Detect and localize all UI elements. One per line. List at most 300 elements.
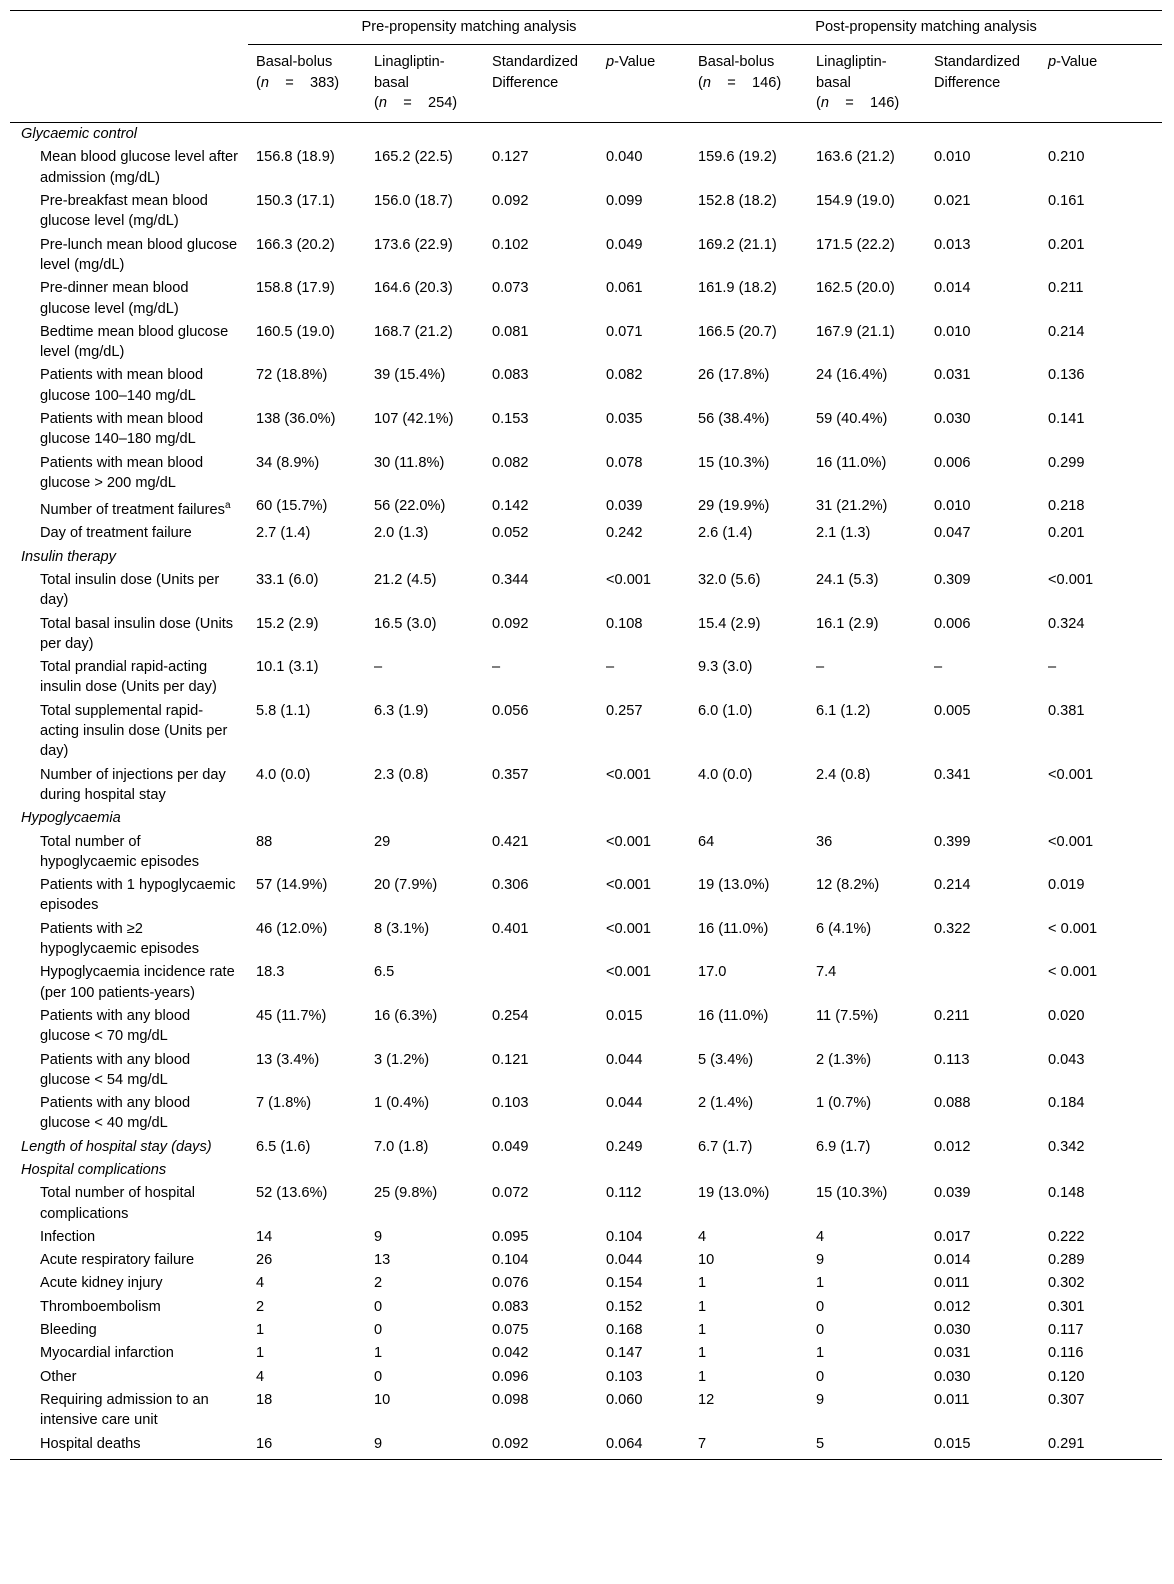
row-label: Total number of hospital complications — [40, 1185, 195, 1222]
row-label: Day of treatment failure — [40, 525, 192, 542]
results-table — [10, 10, 1162, 1460]
table-row — [10, 1049, 1162, 1093]
cell-value: 0.071 — [606, 323, 643, 340]
column-header-3: p-Value — [598, 45, 690, 123]
cell-value: 0.136 — [1048, 367, 1085, 384]
cell-value: 156.8 (18.9) — [256, 149, 335, 166]
cell-value: 160.5 (19.0) — [256, 323, 335, 340]
table-row — [10, 1342, 1162, 1365]
cell-value: 0.154 — [606, 1275, 643, 1292]
cell-value: 2 (1.3%) — [816, 1051, 872, 1068]
row-label: Number of treatment failures$^a$ — [40, 500, 231, 519]
table-row — [10, 146, 1162, 190]
row-label: Patients with mean blood glucose 100–140 mg/dL — [40, 367, 204, 404]
cell-value: 5 — [808, 1433, 926, 1460]
column-header-1: Linagliptin-basal (n = 254) — [366, 45, 484, 123]
cell-value: 164.6 (20.3) — [374, 280, 453, 297]
cell-value: 0.161 — [1048, 193, 1085, 210]
table-row — [10, 495, 1162, 522]
cell-value: 3 (1.2%) — [374, 1051, 430, 1068]
cell-value: 0.121 — [492, 1051, 529, 1068]
cell-value: 0.098 — [492, 1391, 529, 1408]
row-label: Total basal insulin dose (Units per day) — [40, 615, 234, 652]
cell-value: 0.399 — [934, 833, 971, 850]
row-label: Patients with any blood glucose < 70 mg/dL — [40, 1007, 191, 1045]
cell-value: 156.0 (18.7) — [374, 193, 453, 210]
cell-value: 163.6 (21.2) — [816, 149, 895, 166]
cell-value: 0.030 — [934, 411, 971, 428]
cell-value: 19 (13.0%) — [698, 877, 770, 894]
cell-value: 15.2 (2.9) — [256, 615, 319, 632]
cell-value: 16 (11.0%) — [698, 1007, 769, 1024]
cell-value: 0.044 — [606, 1051, 643, 1068]
cell-value: 30 (11.8%) — [374, 454, 445, 471]
cell-value: 0.344 — [492, 571, 529, 588]
cell-value: 0.088 — [934, 1095, 971, 1112]
cell-value: 52 (13.6%) — [256, 1185, 328, 1202]
cell-value: 20 (7.9%) — [374, 877, 438, 894]
cell-value: – — [1048, 659, 1057, 676]
cell-value: 12 — [698, 1391, 715, 1408]
cell-value: 0.043 — [1048, 1051, 1085, 1068]
cell-value: 0.301 — [1048, 1298, 1085, 1315]
column-header-0: Basal-bolus (n = 383) — [248, 45, 366, 123]
results-table-container — [10, 10, 1162, 1460]
cell-value: 16 (6.3%) — [374, 1007, 438, 1024]
table-row — [10, 1182, 1162, 1226]
cell-value: 0.005 — [934, 702, 971, 719]
cell-value: 0 — [374, 1322, 383, 1339]
cell-value: 0.021 — [934, 193, 971, 210]
cell-value: 6.0 (1.0) — [698, 702, 753, 719]
cell-value: 4.0 (0.0) — [256, 766, 311, 783]
cell-value: 24 (16.4%) — [816, 367, 888, 384]
cell-value — [926, 961, 1040, 1005]
cell-value: 64 — [698, 833, 715, 850]
row-label: Pre-breakfast mean blood glucose level (mg/dL) — [40, 193, 208, 230]
cell-value: 0.083 — [492, 1298, 529, 1315]
cell-value: – — [816, 659, 825, 676]
section-row — [10, 807, 1162, 830]
cell-value: 0 — [816, 1322, 825, 1339]
cell-value: 0 — [374, 1298, 383, 1315]
cell-value: 88 — [256, 833, 273, 850]
cell-value: 0.214 — [1048, 323, 1085, 340]
column-header-label — [10, 45, 248, 123]
cell-value: 0.142 — [492, 498, 529, 515]
section-label: Glycaemic control — [21, 126, 137, 143]
cell-value: 0.168 — [606, 1322, 643, 1339]
row-label: Pre-lunch mean blood glucose level (mg/dL) — [40, 236, 238, 273]
cell-value: 0.322 — [934, 920, 971, 937]
cell-value: 18 — [256, 1391, 273, 1408]
table-row — [10, 1433, 1162, 1460]
cell-value: 0.117 — [1048, 1322, 1084, 1339]
table-row — [10, 1226, 1162, 1249]
row-label: Total insulin dose (Units per day) — [40, 571, 220, 609]
cell-value: 0.047 — [934, 525, 971, 542]
table-row — [10, 613, 1162, 657]
cell-value: 15.4 (2.9) — [698, 615, 761, 632]
table-row — [10, 234, 1162, 278]
cell-value: 0.148 — [1048, 1185, 1085, 1202]
cell-value: 6 (4.1%) — [816, 920, 872, 937]
row-label: Acute kidney injury — [40, 1275, 163, 1292]
cell-value: 0.342 — [1048, 1138, 1085, 1155]
row-label: Hospital deaths — [10, 1433, 248, 1460]
section-row — [10, 1136, 1162, 1159]
cell-value: 0.044 — [606, 1095, 643, 1112]
cell-value: 15 (10.3%) — [698, 454, 770, 471]
row-label: Hypoglycaemia incidence rate (per 100 patients-years) — [40, 964, 235, 1001]
cell-value: 166.3 (20.2) — [256, 236, 335, 253]
table-row — [10, 918, 1162, 962]
cell-value: 162.5 (20.0) — [816, 280, 895, 297]
cell-value: 0.357 — [492, 766, 529, 783]
cell-value: 9 — [366, 1433, 484, 1460]
cell-value: 16.5 (3.0) — [374, 615, 437, 632]
row-label: Patients with mean blood glucose > 200 mg/dL — [40, 454, 204, 491]
cell-value: 2.6 (1.4) — [698, 525, 753, 542]
cell-value: 0.042 — [492, 1345, 529, 1362]
table-row — [10, 190, 1162, 234]
cell-value: 9 — [816, 1391, 825, 1408]
cell-value: 0.049 — [606, 236, 643, 253]
cell-value: 0.289 — [1048, 1252, 1085, 1269]
row-label: Pre-dinner mean blood glucose level (mg/dL) — [40, 280, 189, 317]
cell-value: < 0.001 — [1048, 920, 1098, 937]
cell-value: 0 — [374, 1368, 383, 1385]
cell-value: 7.4 — [816, 964, 837, 981]
cell-value: 5 (3.4%) — [698, 1051, 754, 1068]
cell-value: 0.030 — [934, 1368, 971, 1385]
cell-value: 6.3 (1.9) — [374, 702, 429, 719]
cell-value: 0.014 — [934, 1252, 971, 1269]
row-label: Number of injections per day during hospital stay — [40, 766, 226, 803]
cell-value: 107 (42.1%) — [374, 411, 454, 428]
cell-value: 0.108 — [606, 615, 643, 632]
cell-value: 0.031 — [934, 1345, 971, 1362]
table-row — [10, 522, 1162, 545]
row-label: Total number of hypoglycaemic episodes — [40, 833, 199, 870]
cell-value: 1 — [816, 1345, 825, 1362]
cell-value: 1 — [698, 1368, 707, 1385]
cell-value: 150.3 (17.1) — [256, 193, 335, 210]
cell-value: 1 — [698, 1322, 707, 1339]
cell-value: 1 — [374, 1345, 383, 1362]
cell-value: 56 (22.0%) — [374, 498, 446, 515]
cell-value: 0.381 — [1048, 702, 1085, 719]
table-row — [10, 961, 1162, 1005]
cell-value: 2.1 (1.3) — [816, 525, 871, 542]
cell-value: 0.249 — [606, 1138, 643, 1155]
cell-value: 57 (14.9%) — [256, 877, 328, 894]
cell-value: 11 (7.5%) — [816, 1007, 879, 1024]
table-row — [10, 656, 1162, 700]
cell-value: 2.7 (1.4) — [256, 525, 311, 542]
cell-value: 0.211 — [1048, 280, 1084, 297]
cell-value: 46 (12.0%) — [256, 920, 328, 937]
cell-value: 0.307 — [1048, 1391, 1085, 1408]
cell-value: 13 (3.4%) — [256, 1051, 320, 1068]
cell-value: <0.001 — [606, 833, 652, 850]
cell-value: 159.6 (19.2) — [698, 149, 777, 166]
cell-value: 72 (18.8%) — [256, 367, 328, 384]
cell-value: 0.082 — [492, 454, 529, 471]
cell-value: 7.0 (1.8) — [374, 1138, 429, 1155]
cell-value: 165.2 (22.5) — [374, 149, 453, 166]
cell-value: 0.039 — [934, 1185, 971, 1202]
cell-value: 4 — [816, 1228, 825, 1245]
row-label: Total supplemental rapid-acting insulin dose (Units per day) — [40, 702, 228, 760]
row-label: Patients with any blood glucose < 54 mg/dL — [40, 1051, 191, 1088]
cell-value: 1 — [816, 1275, 825, 1292]
cell-value: 13 — [374, 1252, 391, 1269]
column-header-7: p-Value — [1040, 45, 1162, 123]
cell-value: 0.211 — [934, 1007, 970, 1024]
cell-value: 0.092 — [492, 193, 529, 210]
cell-value: 16 — [248, 1433, 366, 1460]
cell-value: 0.010 — [934, 323, 971, 340]
cell-value: 0.324 — [1048, 615, 1085, 632]
cell-value: 138 (36.0%) — [256, 411, 336, 428]
cell-value: 0.401 — [492, 920, 529, 937]
cell-value: 167.9 (21.1) — [816, 323, 895, 340]
cell-value: 29 — [374, 833, 391, 850]
cell-value: 0.078 — [606, 454, 643, 471]
cell-value: 0.421 — [492, 833, 529, 850]
cell-value: 4 — [256, 1368, 265, 1385]
row-label: Patients with any blood glucose < 40 mg/dL — [40, 1095, 191, 1132]
cell-value: 0.064 — [598, 1433, 690, 1460]
cell-value: 0.012 — [934, 1138, 971, 1155]
cell-value: 0.044 — [606, 1252, 643, 1269]
group-header-pre: Pre-propensity matching analysis — [248, 11, 690, 45]
cell-value: 0 — [816, 1298, 825, 1315]
cell-value: – — [374, 659, 383, 676]
cell-value: 0.341 — [934, 766, 971, 783]
group-header-row — [10, 11, 1162, 45]
cell-value: 0.019 — [1048, 877, 1085, 894]
cell-value: 0.222 — [1048, 1228, 1085, 1245]
row-label: Patients with mean blood glucose 140–180 mg/dL — [40, 411, 204, 448]
cell-value: 45 (11.7%) — [256, 1007, 327, 1024]
row-label: Thromboembolism — [40, 1298, 161, 1315]
cell-value: <0.001 — [1048, 766, 1094, 783]
cell-value: 0.306 — [492, 877, 529, 894]
cell-value: 2.0 (1.3) — [374, 525, 429, 542]
cell-value: 0.017 — [934, 1228, 971, 1245]
cell-value: 0.103 — [606, 1368, 643, 1385]
cell-value: 0.116 — [1048, 1345, 1084, 1362]
section-label: Hypoglycaemia — [21, 810, 121, 827]
cell-value: 0.254 — [492, 1007, 529, 1024]
cell-value: 1 — [698, 1275, 707, 1292]
cell-value: 0 — [816, 1368, 825, 1385]
cell-value: 6.9 (1.7) — [816, 1138, 871, 1155]
cell-value: 0.010 — [934, 498, 971, 515]
cell-value: 16.1 (2.9) — [816, 615, 879, 632]
cell-value: 0.210 — [1048, 149, 1085, 166]
row-label: Mean blood glucose level after admission (mg/dL) — [40, 149, 238, 186]
row-label: Total prandial rapid-acting insulin dose (Units per day) — [40, 659, 217, 696]
cell-value: 6.5 (1.6) — [256, 1138, 311, 1155]
cell-value: 0.010 — [934, 149, 971, 166]
cell-value: 7 (1.8%) — [256, 1095, 312, 1112]
cell-value: 10 — [374, 1391, 391, 1408]
cell-value: 9 — [374, 1228, 383, 1245]
cell-value: – — [492, 659, 501, 676]
cell-value: 0.104 — [492, 1252, 529, 1269]
cell-value: 25 (9.8%) — [374, 1185, 438, 1202]
cell-value: 4 — [256, 1275, 265, 1292]
cell-value: 36 — [816, 833, 833, 850]
section-label: Hospital complications — [21, 1162, 167, 1178]
cell-value: 1 — [256, 1345, 265, 1362]
cell-value: 0.056 — [492, 702, 529, 719]
cell-value: 1 — [256, 1322, 265, 1339]
table-row — [10, 1092, 1162, 1136]
table-row — [10, 1005, 1162, 1049]
cell-value: 0.006 — [934, 454, 971, 471]
cell-value: 1 (0.7%) — [816, 1095, 872, 1112]
cell-value: 56 (38.4%) — [698, 411, 770, 428]
section-label: Insulin therapy — [21, 548, 116, 565]
row-label: Infection — [40, 1228, 96, 1245]
cell-value: 0.141 — [1048, 411, 1085, 428]
cell-value: 0.309 — [934, 571, 971, 588]
table-row — [10, 1296, 1162, 1319]
footnote-marker: a — [224, 500, 231, 512]
cell-value: 0.096 — [492, 1368, 529, 1385]
table-body — [10, 123, 1162, 1460]
cell-value: 0.083 — [492, 367, 529, 384]
cell-value: 6.7 (1.7) — [698, 1138, 753, 1155]
cell-value: 1 — [698, 1298, 707, 1315]
column-header-6: Standardized Difference — [926, 45, 1040, 123]
cell-value: 60 (15.7%) — [256, 498, 328, 515]
table-row — [10, 700, 1162, 764]
cell-value: – — [606, 659, 615, 676]
cell-value: – — [934, 659, 943, 676]
cell-value: 10 — [698, 1252, 715, 1269]
cell-value: 0.299 — [1048, 454, 1085, 471]
cell-value: 32.0 (5.6) — [698, 571, 761, 588]
cell-value: 0.120 — [1048, 1368, 1085, 1385]
table-row — [10, 1272, 1162, 1295]
cell-value: 161.9 (18.2) — [698, 280, 777, 297]
cell-value: 0.040 — [606, 149, 643, 166]
cell-value: 0.049 — [492, 1138, 529, 1155]
cell-value: 0.153 — [492, 411, 529, 428]
cell-value: 0.076 — [492, 1275, 529, 1292]
cell-value: 0.031 — [934, 367, 971, 384]
cell-value: 29 (19.9%) — [698, 498, 770, 515]
row-label: Patients with ≥2 hypoglycaemic episodes — [40, 920, 199, 958]
cell-value: 21.2 (4.5) — [374, 571, 437, 588]
column-header-2: Standardized Difference — [484, 45, 598, 123]
cell-value: 171.5 (22.2) — [816, 236, 895, 253]
cell-value: 0.035 — [606, 411, 643, 428]
cell-value: 6.1 (1.2) — [816, 702, 871, 719]
cell-value: 26 — [256, 1252, 273, 1269]
cell-value: 0.015 — [926, 1433, 1040, 1460]
cell-value: 8 (3.1%) — [374, 920, 430, 937]
cell-value: 0.092 — [484, 1433, 598, 1460]
cell-value: 0.291 — [1040, 1433, 1162, 1460]
cell-value: 24.1 (5.3) — [816, 571, 879, 588]
cell-value: 0.030 — [934, 1322, 971, 1339]
cell-value: 166.5 (20.7) — [698, 323, 777, 340]
cell-value: 0.099 — [606, 193, 643, 210]
cell-value: <0.001 — [1048, 571, 1094, 588]
row-label: Myocardial infarction — [40, 1345, 174, 1362]
cell-value: 0.012 — [934, 1298, 971, 1315]
cell-value: 0.011 — [934, 1391, 970, 1408]
cell-value: 173.6 (22.9) — [374, 236, 453, 253]
cell-value: 169.2 (21.1) — [698, 236, 777, 253]
section-label: Length of hospital stay (days) — [21, 1138, 212, 1155]
cell-value: 0.201 — [1048, 525, 1085, 542]
table-row — [10, 452, 1162, 496]
cell-value: 31 (21.2%) — [816, 498, 888, 515]
cell-value: 2.4 (0.8) — [816, 766, 871, 783]
table-row — [10, 1249, 1162, 1272]
cell-value: 0.218 — [1048, 498, 1085, 515]
cell-value: 2 (1.4%) — [698, 1095, 754, 1112]
cell-value: <0.001 — [606, 920, 652, 937]
table-row — [10, 408, 1162, 452]
section-row — [10, 546, 1162, 569]
cell-value: 0.052 — [492, 525, 529, 542]
cell-value: 0.092 — [492, 615, 529, 632]
cell-value: <0.001 — [606, 964, 652, 981]
cell-value: 0.104 — [606, 1228, 643, 1245]
cell-value: 0.242 — [606, 525, 643, 542]
table-row — [10, 1366, 1162, 1389]
cell-value: 0.073 — [492, 280, 529, 297]
cell-value: 39 (15.4%) — [374, 367, 446, 384]
table-row — [10, 569, 1162, 613]
cell-value: 0.147 — [606, 1345, 643, 1362]
cell-value: 2 — [374, 1275, 383, 1292]
group-header-post: Post-propensity matching analysis — [690, 11, 1162, 45]
cell-value: 26 (17.8%) — [698, 367, 770, 384]
cell-value: 33.1 (6.0) — [256, 571, 319, 588]
section-row — [10, 123, 1162, 147]
cell-value: 0.257 — [606, 702, 643, 719]
cell-value: 0.014 — [934, 280, 971, 297]
cell-value: 0.060 — [606, 1391, 643, 1408]
cell-value: 18.3 — [256, 964, 285, 981]
cell-value: 0.081 — [492, 323, 529, 340]
cell-value: 14 — [256, 1228, 273, 1245]
cell-value: 0.201 — [1048, 236, 1085, 253]
cell-value: 154.9 (19.0) — [816, 193, 895, 210]
cell-value: 12 (8.2%) — [816, 877, 880, 894]
row-label: Other — [40, 1368, 77, 1385]
cell-value: <0.001 — [606, 766, 652, 783]
cell-value: 0.095 — [492, 1228, 529, 1245]
column-header-row — [10, 45, 1162, 123]
cell-value: 0.112 — [606, 1185, 642, 1202]
table-row — [10, 764, 1162, 808]
row-label: Requiring admission to an intensive care unit — [40, 1391, 209, 1429]
cell-value: 0.013 — [934, 236, 971, 253]
cell-value: 168.7 (21.2) — [374, 323, 453, 340]
cell-value: 0.127 — [492, 149, 529, 166]
table-row — [10, 321, 1162, 365]
